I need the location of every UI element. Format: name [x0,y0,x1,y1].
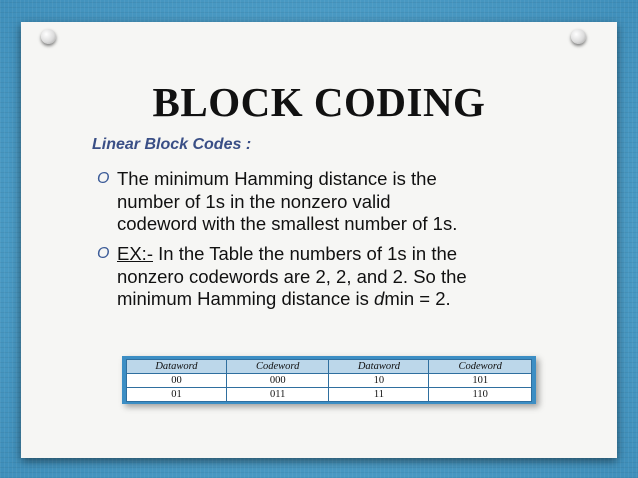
bullet-2-line-2: nonzero codewords are 2, 2, and 2. So the [117,265,467,287]
bullet-marker-icon: O [97,170,110,187]
table-row [127,374,532,388]
codeword-table-frame [122,356,536,404]
pushpin-icon [41,29,56,44]
header-dataword: Dataword [329,360,429,374]
header-dataword: Dataword [127,360,227,374]
table-cell: 10 [329,374,429,388]
table-header-row [127,360,532,374]
bullet-2-line-3-post: min = 2. [384,288,451,309]
bullet-1-line-1: The minimum Hamming distance is the [117,168,437,189]
codeword-table [126,359,532,402]
bullet-2-line-1: In the Table the numbers of 1s in the [152,243,458,264]
header-codeword: Codeword [429,360,532,374]
table-cell: 110 [429,388,532,402]
dmin-symbol: d [374,288,385,309]
pushpin-icon [571,29,586,44]
table-cell: 000 [226,374,329,388]
slide-subtitle: Linear Block Codes : [92,136,252,153]
slide-title: BLOCK CODING [152,79,486,125]
bullet-2 [97,243,557,311]
bullet-1 [97,168,557,236]
bullet-1-line-3: codeword with the smallest number of 1s. [117,213,458,234]
table-row [127,388,532,402]
bullet-2-line-3-pre: minimum Hamming distance is [117,288,375,309]
bullet-1-line-2: number of 1s in the nonzero valid [117,190,391,212]
table-cell: 11 [329,388,429,402]
table-cell: 101 [429,374,532,388]
table-cell: 00 [127,374,227,388]
header-codeword: Codeword [226,360,329,374]
table-cell: 011 [226,388,329,402]
table-cell: 01 [127,388,227,402]
example-prefix: EX:- [117,243,153,264]
bullet-marker-icon: O [97,245,110,262]
